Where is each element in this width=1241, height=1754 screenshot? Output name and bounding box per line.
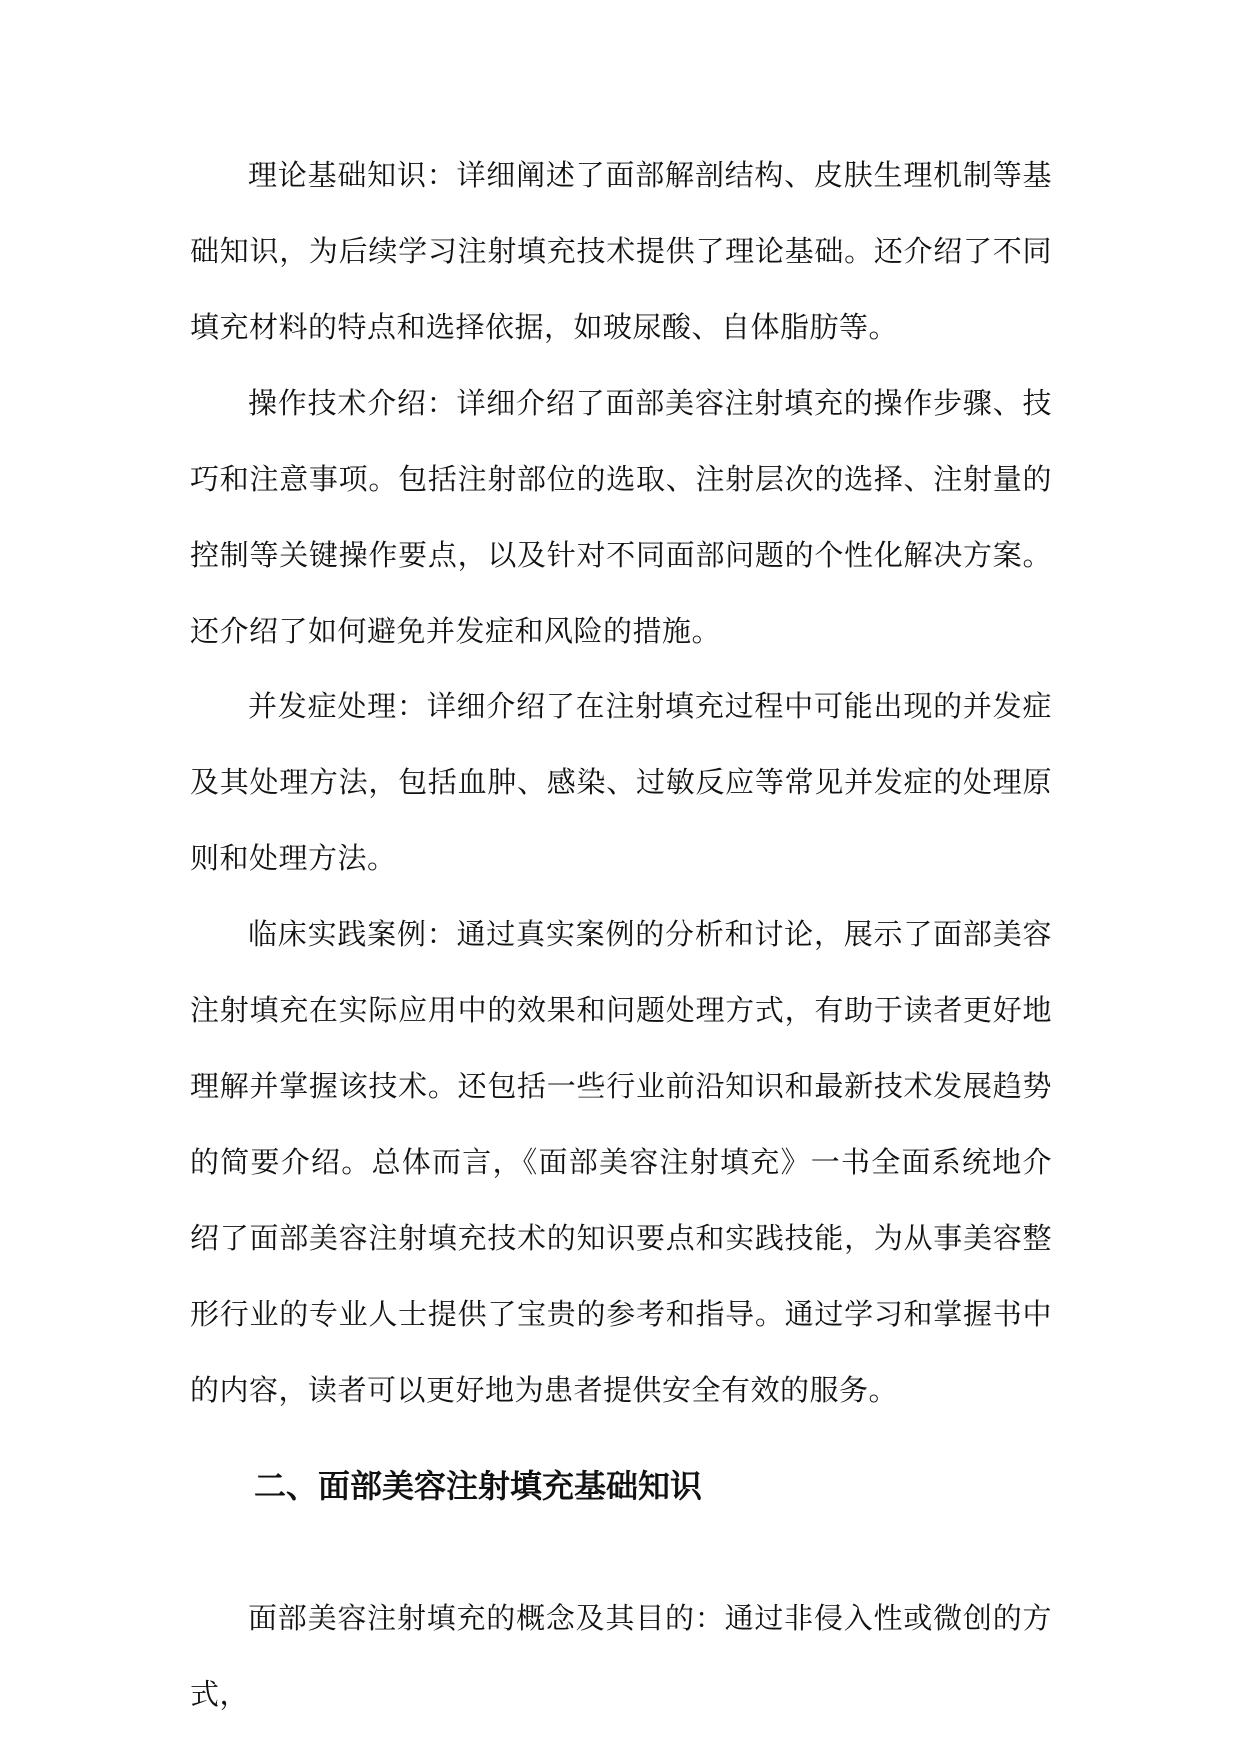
paragraph-clinical-cases: 临床实践案例：通过真实案例的分析和讨论，展示了面部美容注射填充在实际应用中的效果和问题处理方式，有助于读者更好地理解并掌握该技术。还包括一些行业前沿知识和最新技术发展趋势的简要介绍。总体而言，《面部美容注射填充》一书全面系统地介绍了面部美容注射填充技术的知识要点和实践技能，为从事美容整形行业的专业人士提供了宝贵的参考和指导。通过学习和掌握书中的内容，读者可以更好地为患者提供安全有效的服务。 <box>190 917 1052 1407</box>
paragraph-operation-techniques: 操作技术介绍：详细介绍了面部美容注射填充的操作步骤、技巧和注意事项。包括注射部位的选取、注射层次的选择、注射量的控制等关键操作要点，以及针对不同面部问题的个性化解决方案。还介绍了如何避免并发症和风险的措施。 <box>190 386 1052 648</box>
paragraph-theory-basics: 理论基础知识：详细阐述了面部解剖结构、皮肤生理机制等基础知识，为后续学习注射填充技术提供了理论基础。还介绍了不同填充材料的特点和选择依据，如玻尿酸、自体脂肪等。 <box>190 158 1052 344</box>
section-heading: 二、面部美容注射填充基础知识 <box>254 1467 703 1505</box>
paragraph-concept-purpose: 面部美容注射填充的概念及其目的：通过非侵入性或微创的方式， <box>190 1601 1052 1711</box>
paragraph-complication-handling: 并发症处理：详细介绍了在注射填充过程中可能出现的并发症及其处理方法，包括血肿、感染、过敏反应等常见并发症的处理原则和处理方法。 <box>190 689 1052 875</box>
